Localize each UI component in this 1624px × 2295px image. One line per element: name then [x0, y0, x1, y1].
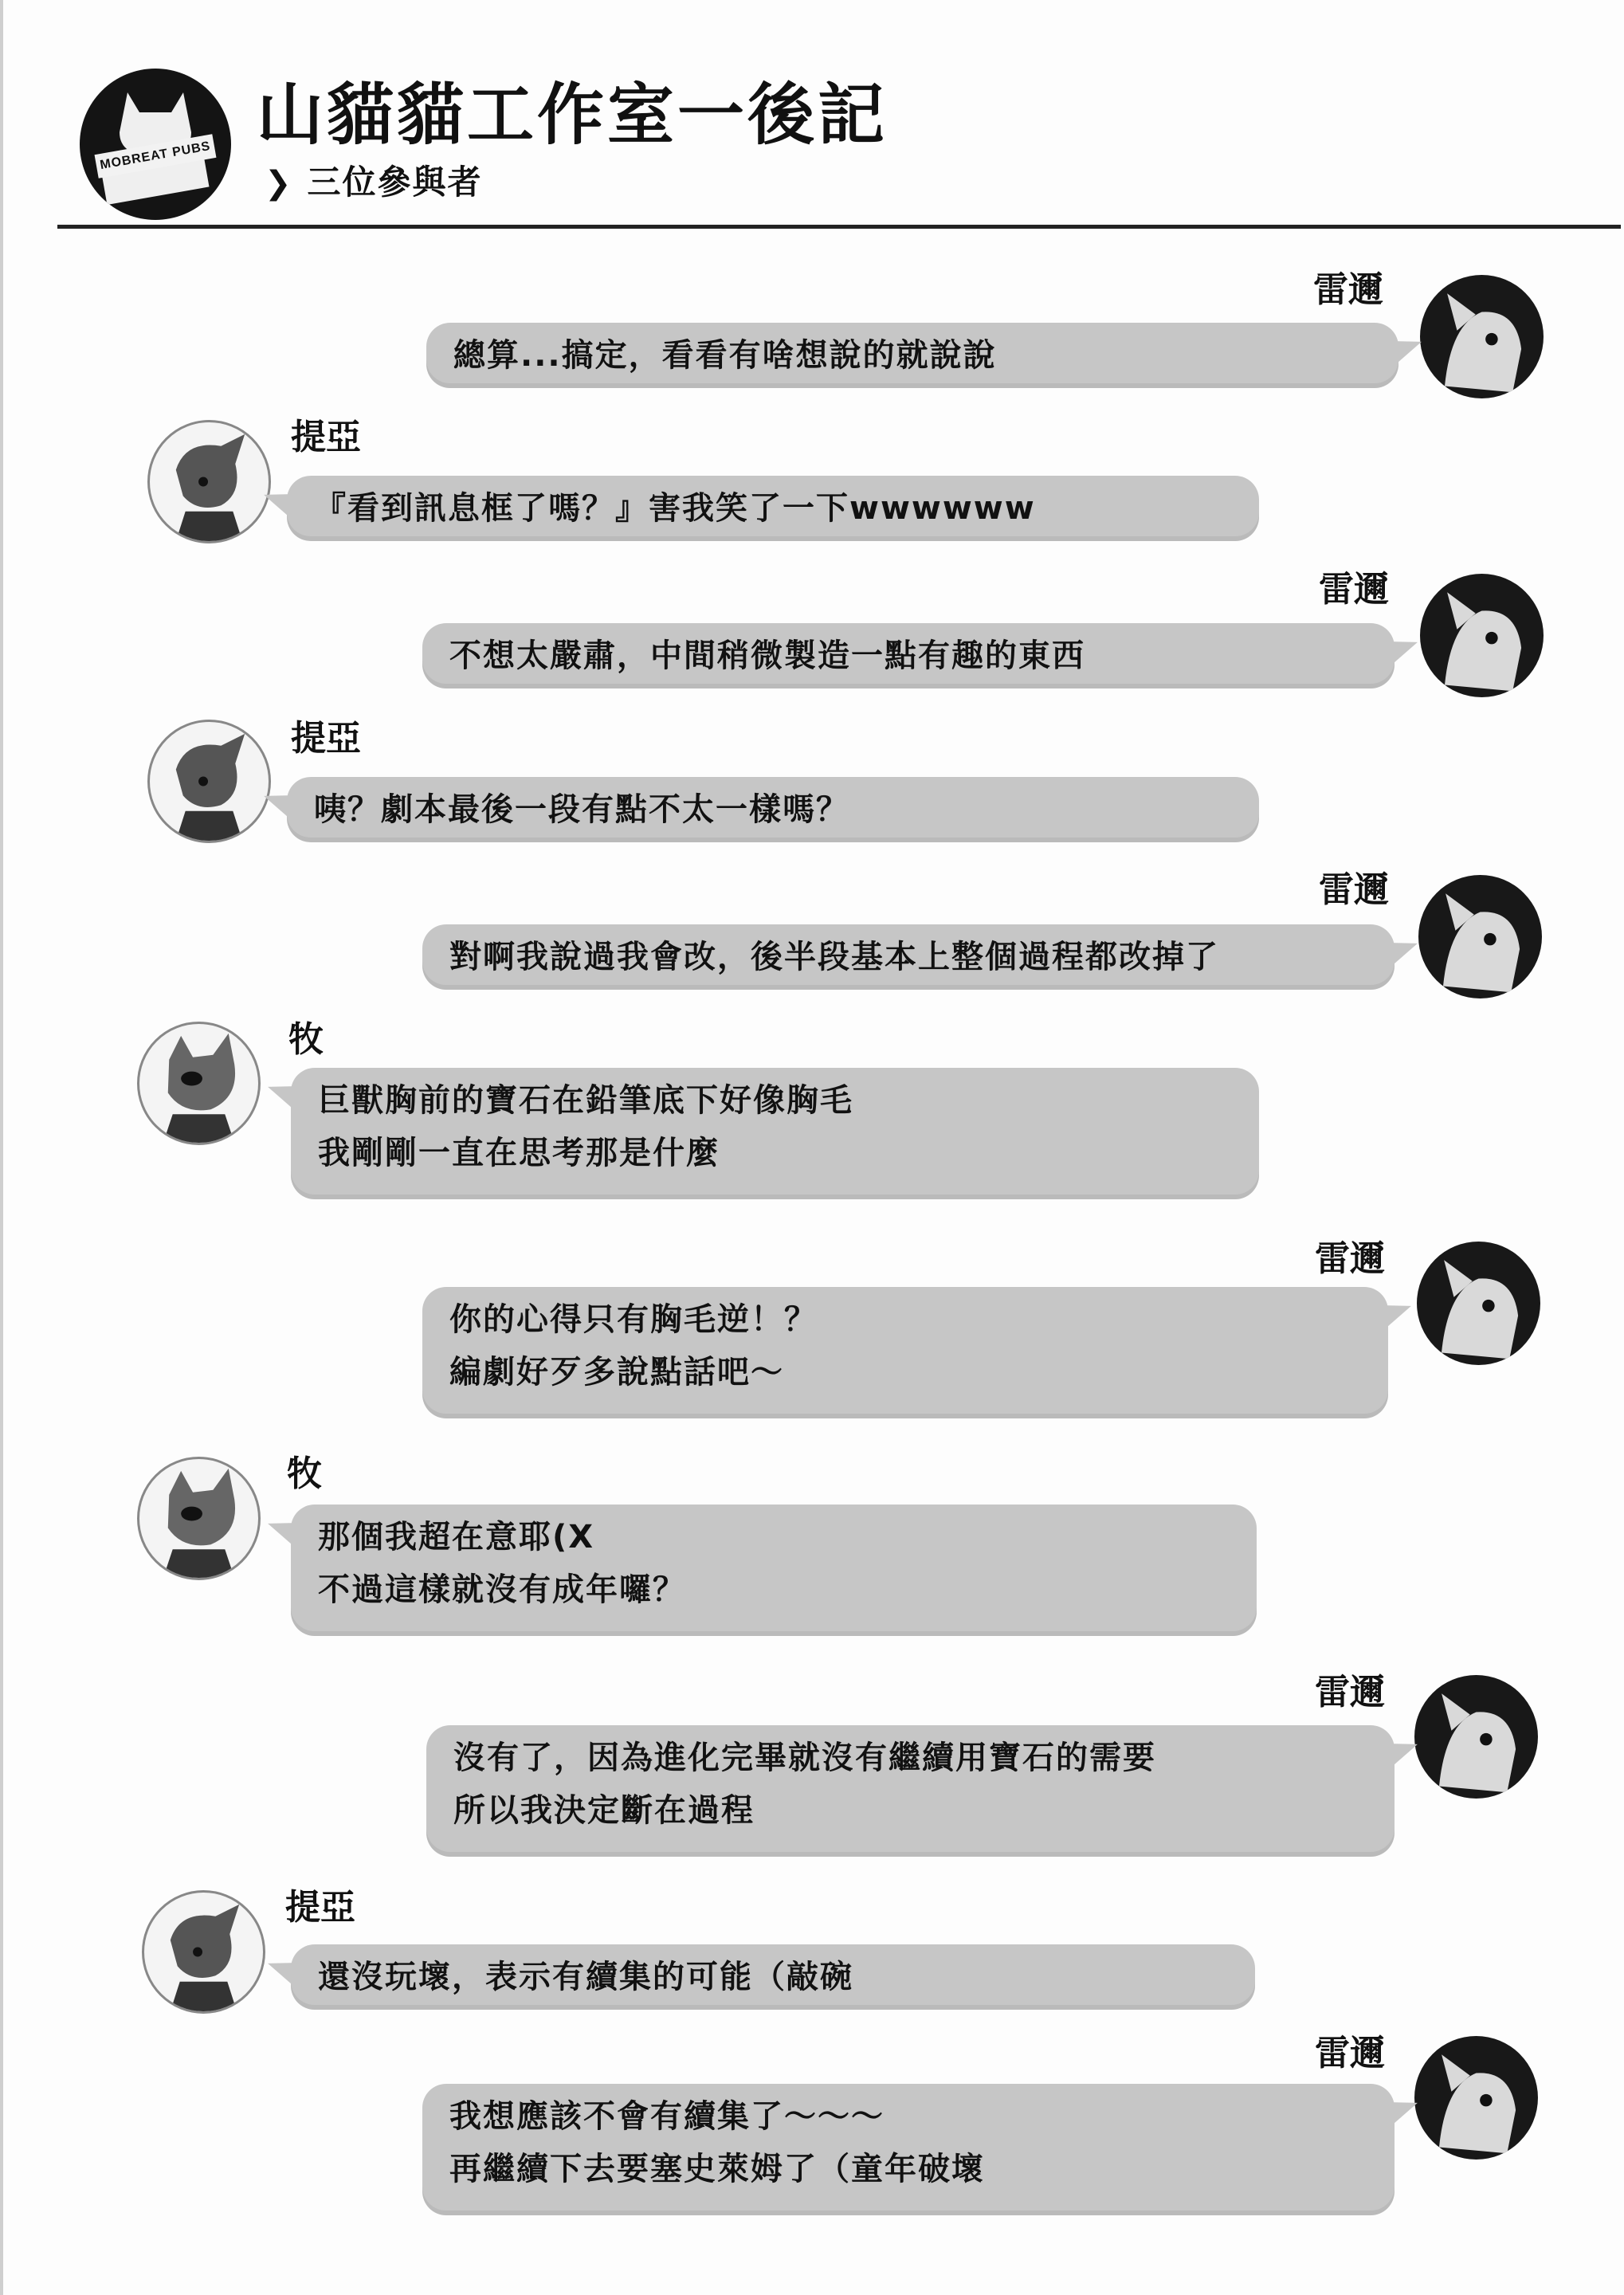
speaker-name: 雷邇	[1319, 569, 1389, 610]
chat-bubble	[291, 1504, 1257, 1636]
chat-bubble	[422, 924, 1395, 990]
chat-bubble	[422, 1287, 1388, 1418]
message-text: 我想應該不會有續集了～～～	[449, 2098, 885, 2135]
header	[80, 64, 1594, 231]
page-title: 山貓貓工作室一後記	[257, 76, 888, 154]
chat-bubble	[422, 2084, 1395, 2215]
speaker-name: 提亞	[285, 1887, 355, 1928]
chat-bubble	[422, 623, 1395, 688]
message-text: 總算...搞定，看看有啥想說的就說說	[453, 337, 997, 374]
logo-text: MOBREAT PUBS	[95, 134, 217, 178]
avatar-leimi	[1417, 1242, 1540, 1365]
avatar-leimi	[1414, 2036, 1538, 2160]
chat-bubble	[287, 777, 1259, 842]
message-text: 那個我超在意耶(X	[318, 1519, 595, 1556]
speaker-name: 雷邇	[1313, 269, 1383, 310]
message-text: 再繼續下去要塞史萊姆了（童年破壞	[449, 2151, 985, 2187]
message-text: 不想太嚴肅，中間稍微製造一點有趣的東西	[449, 638, 1085, 674]
message-text: 我剛剛一直在思考那是什麼	[318, 1135, 720, 1171]
speaker-name: 雷邇	[1315, 2033, 1385, 2073]
speaker-name: 雷邇	[1319, 869, 1389, 910]
chat-bubble	[426, 323, 1398, 388]
message-text: 『看到訊息框了嗎？』害我笑了一下wwwwww	[314, 490, 1036, 527]
avatar-leimi	[1420, 275, 1544, 398]
avatar-leimi	[1420, 574, 1544, 697]
chevron-right-icon: ❯	[265, 165, 293, 202]
page-subtitle	[265, 163, 483, 202]
avatar-leimi	[1414, 1675, 1538, 1799]
avatar-tia	[147, 720, 271, 843]
message-text: 不過這樣就沒有成年囉？	[318, 1571, 686, 1608]
header-divider	[57, 225, 1621, 229]
speaker-name: 牧	[287, 1454, 322, 1494]
studio-logo	[80, 69, 231, 220]
message-text: 編劇好歹多說點話吧～	[449, 1354, 784, 1391]
speaker-name: 雷邇	[1315, 1672, 1385, 1712]
speaker-name: 提亞	[291, 718, 361, 759]
avatar-leimi	[1418, 875, 1542, 998]
avatar-mu	[137, 1022, 261, 1145]
avatar-mu	[137, 1457, 261, 1580]
message-text: 還沒玩壞，表示有續集的可能（敲碗	[318, 1959, 853, 1995]
message-text: 你的心得只有胸毛逆！？	[449, 1301, 818, 1338]
message-text: 巨獸胸前的寶石在鉛筆底下好像胸毛	[318, 1082, 853, 1119]
avatar-tia	[142, 1890, 265, 2014]
speaker-name: 提亞	[291, 417, 361, 457]
chat-bubble	[291, 1068, 1259, 1199]
speaker-name: 雷邇	[1315, 1238, 1385, 1279]
subtitle-text: 三位參與者	[307, 163, 483, 202]
message-text: 沒有了，因為進化完畢就沒有繼續用寶石的需要	[453, 1740, 1156, 1776]
avatar-tia	[147, 420, 271, 543]
chat-bubble	[291, 1944, 1255, 2010]
chat-bubble	[426, 1725, 1395, 1857]
speaker-name: 牧	[288, 1019, 324, 1060]
chat-bubble	[287, 476, 1259, 541]
message-text: 所以我決定斷在過程	[453, 1792, 755, 1829]
message-text: 咦？劇本最後一段有點不太一樣嗎？	[314, 791, 849, 828]
message-text: 對啊我說過我會改，後半段基本上整個過程都改掉了	[449, 939, 1219, 975]
